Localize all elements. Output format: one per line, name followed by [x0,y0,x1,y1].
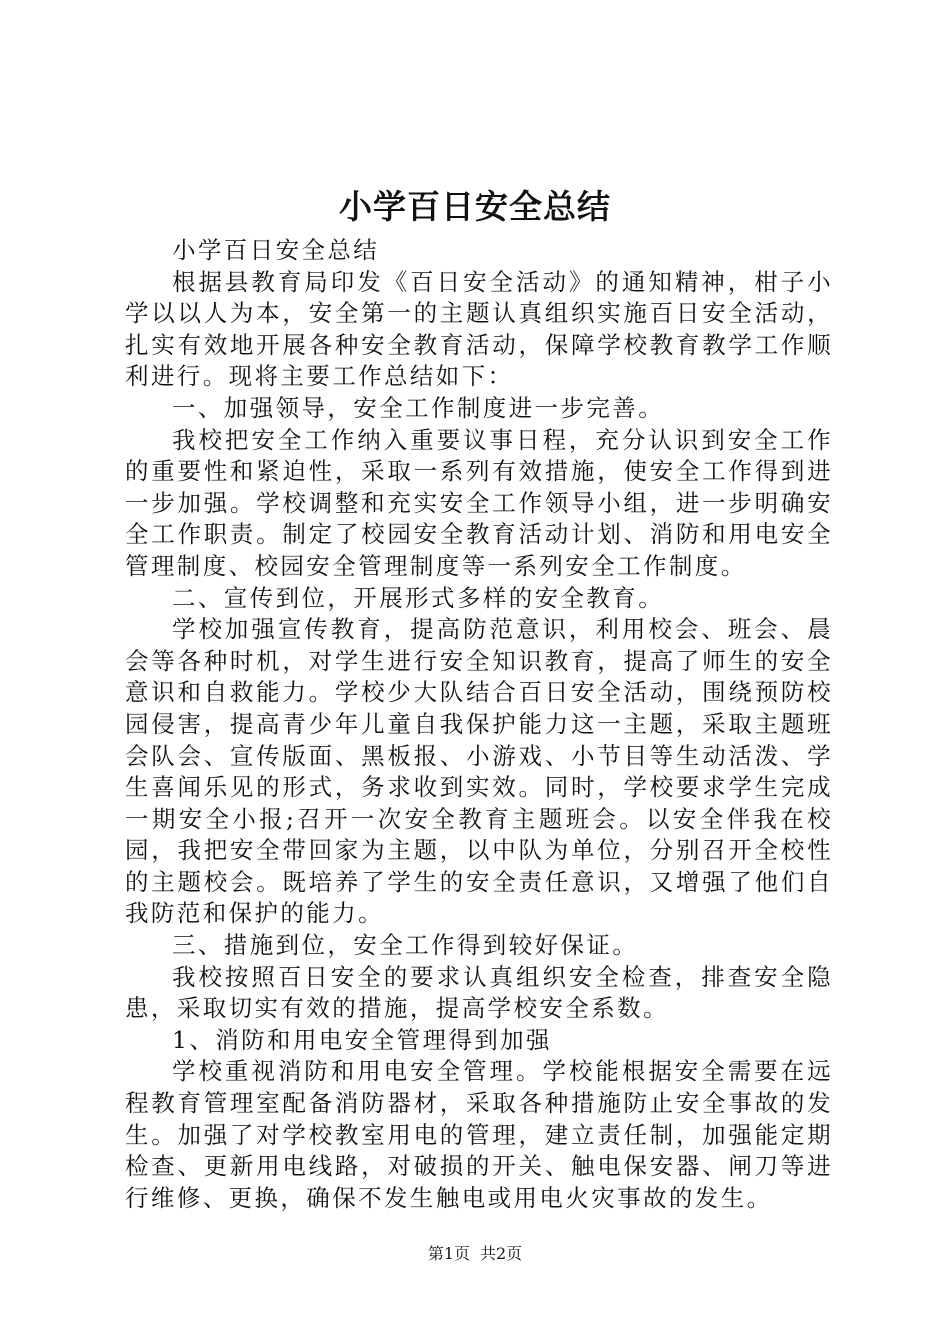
paragraph-intro: 根据县教育局印发《百日安全活动》的通知精神，柑子小学以以人为本，安全第一的主题认真组织实施百日安全活动，扎实有效地开展各种安全教育活动，保障学校教育教学工作顺利进行。现将主要工作总结如下： [125,267,833,391]
page-footer [0,1242,950,1266]
paragraph: 我校把安全工作纳入重要议事日程，充分认识到安全工作的重要性和紧迫性，采取一系列有效措施，使安全工作得到进一步加强。学校调整和充实安全工作领导小组，进一步明确安全工作职责。制定了校园安全教育活动计划、消防和用电安全管理制度、校园安全管理制度等一系列安全工作制度。 [125,425,833,580]
section-heading-3: 三、措施到位，安全工作得到较好保证。 [172,931,639,960]
page-total: 共2页 [480,1244,523,1263]
paragraph: 学校重视消防和用电安全管理。学校能根据安全需要在远程教育管理室配备消防器材，采取各种措施防止安全事故的发生。加强了对学校教室用电的管理，建立责任制，加强能定期检查、更新用电线路，对破损的开关、触电保安器、闸刀等进行维修、更换，确保不发生触电或用电火灾事故的发生。 [125,1057,833,1212]
document-title: 小学百日安全总结 [339,187,611,226]
section-heading-1: 一、加强领导，安全工作制度进一步完善。 [172,393,665,422]
subsection-heading-1: 1、消防和用电安全管理得到加强 [172,1025,552,1054]
paragraph: 我校按照百日安全的要求认真组织安全检查，排查安全隐患，采取切实有效的措施，提高学校安全系数。 [125,962,833,1023]
document-body [125,235,833,1214]
paragraph-subtitle: 小学百日安全总结 [172,236,380,264]
section-heading-2: 二、宣传到位，开展形式多样的安全教育。 [172,583,665,612]
page-number: 第1页 [427,1244,470,1263]
paragraph: 学校加强宣传教育，提高防范意识，利用校会、班会、晨会等各种时机，对学生进行安全知识教育，提高了师生的安全意识和自救能力。学校少大队结合百日安全活动，围绕预防校园侵害，提高青少年儿童自我保护能力这一主题，采取主题班会队会、宣传版面、黑板报、小游戏、小节目等生动活泼、学生喜闻乐见的形式，务求收到实效。同时，学校要求学生完成一期安全小报;召开一次安全教育主题班会。以安全伴我在校园，我把安全带回家为主题，以中队为单位，分别召开全校性的主题校会。既培养了学生的安全责任意识，又增强了他们自我防范和保护的能力。 [125,615,833,928]
